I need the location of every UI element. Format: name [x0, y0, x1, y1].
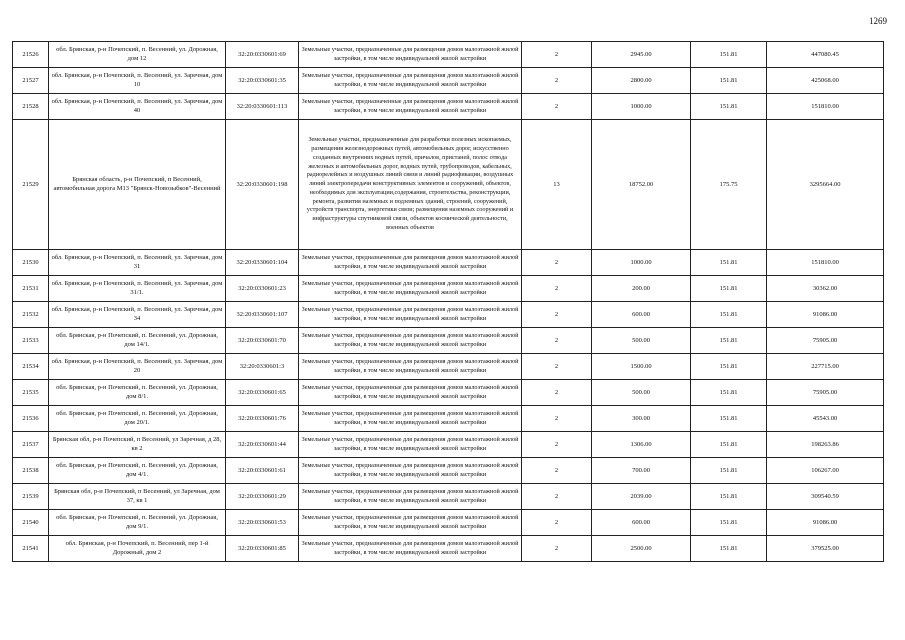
land-use-cell: Земельные участки, предназначенные для размещения домов малоэтажной жилой застройки, в том числе индивидуальной жилой застройки: [299, 276, 522, 302]
cadastral-number-cell: 32:20:0330601:69: [226, 42, 299, 68]
row-number-cell: 21533: [13, 328, 49, 354]
table-body: [13, 42, 884, 562]
cadastral-number-cell: 32:20:0330601:104: [226, 250, 299, 276]
category-cell: 2: [522, 380, 592, 406]
table-row: [13, 328, 884, 354]
cadastral-number-cell: 32:20:0330601:107: [226, 302, 299, 328]
address-cell: обл. Брянская, р-н Почепский, п. Весенний, ул. Заречная, дом 40: [49, 94, 226, 120]
cadastral-number-cell: 32:20:0330601:44: [226, 432, 299, 458]
cadastral-number-cell: 32:20:0330601:65: [226, 380, 299, 406]
category-cell: 2: [522, 484, 592, 510]
table-row: [13, 42, 884, 68]
row-number-cell: 21540: [13, 510, 49, 536]
cadastral-value-cell: 3295664.00: [767, 120, 884, 250]
address-cell: обл. Брянская, р-н Почепский, п. Весенний, ул. Заречная, дом 31/1.: [49, 276, 226, 302]
land-use-cell: Земельные участки, предназначенные для размещения домов малоэтажной жилой застройки, в том числе индивидуальной жилой застройки: [299, 484, 522, 510]
rate-cell: 175.75: [691, 120, 767, 250]
address-cell: обл. Брянская, р-н Почепский, п. Весенний, ул. Дорожная, дом 8/1.: [49, 380, 226, 406]
land-use-cell: Земельные участки, предназначенные для размещения домов малоэтажной жилой застройки, в том числе индивидуальной жилой застройки: [299, 354, 522, 380]
address-cell: обл. Брянская, р-н Почепский, п. Весенний, пер 1-й Дорожный, дом 2: [49, 536, 226, 562]
area-cell: 2500.00: [592, 536, 691, 562]
area-cell: 700.00: [592, 458, 691, 484]
cadastral-value-cell: 75905.00: [767, 328, 884, 354]
address-cell: обл. Брянская, р-н Почепский, п. Весенний, ул. Заречная, дом 34: [49, 302, 226, 328]
address-cell: обл. Брянская, р-н Почепский, п. Весенний, ул. Дорожная, дом 4/1.: [49, 458, 226, 484]
table-row: [13, 120, 884, 250]
table-row: [13, 250, 884, 276]
address-cell: обл. Брянская, р-н Почепский, п. Весенний, ул. Заречная, дом 10: [49, 68, 226, 94]
cadastral-value-cell: 91086.00: [767, 302, 884, 328]
rate-cell: 151.81: [691, 42, 767, 68]
table-row: [13, 406, 884, 432]
cadastral-value-cell: 447080.45: [767, 42, 884, 68]
category-cell: 2: [522, 406, 592, 432]
area-cell: 500.00: [592, 328, 691, 354]
land-use-cell: Земельные участки, предназначенные для размещения домов малоэтажной жилой застройки, в том числе индивидуальной жилой застройки: [299, 510, 522, 536]
category-cell: 2: [522, 510, 592, 536]
area-cell: 600.00: [592, 302, 691, 328]
cadastral-value-cell: 151810.00: [767, 94, 884, 120]
land-registry-table: [12, 41, 884, 562]
land-use-cell: Земельные участки, предназначенные для разработки полезных ископаемых, размещения железнодорожных путей, автомобильных дорог, искусственно созданных внутренних водных путей, причалов, пристаней, полос отвода железных и автомобильных дорог, водных путей, трубопроводов, кабельных, радиорелейных и воздушных линий связи и линий радиофикации, воздушных линий электропередачи конструктивных элементов и сооружений, объектов, необходимых для эксплуатации,содержания, строительства, реконструкции, ремонта, развития наземных и подземных зданий, строений, сооружений, устройств транспорта, энергетики связи; размещения наземных сооружений и инфраструктуры спутниковой связи, объектов космической деятельности, военных объектов: [299, 120, 522, 250]
rate-cell: 151.81: [691, 250, 767, 276]
table-row: [13, 380, 884, 406]
cadastral-number-cell: 32:20:0330601:76: [226, 406, 299, 432]
land-use-cell: Земельные участки, предназначенные для размещения домов малоэтажной жилой застройки, в том числе индивидуальной жилой застройки: [299, 302, 522, 328]
address-cell: обл. Брянская, р-н Почепский, п. Весенний, ул. Дорожная, дом 14/1.: [49, 328, 226, 354]
row-number-cell: 21529: [13, 120, 49, 250]
category-cell: 2: [522, 328, 592, 354]
cadastral-value-cell: 198263.86: [767, 432, 884, 458]
row-number-cell: 21536: [13, 406, 49, 432]
address-cell: обл. Брянская, р-н Почепский, п. Весенний, ул. Дорожная, дом 12: [49, 42, 226, 68]
table-row: [13, 510, 884, 536]
table-row: [13, 354, 884, 380]
land-use-cell: Земельные участки, предназначенные для размещения домов малоэтажной жилой застройки, в том числе индивидуальной жилой застройки: [299, 536, 522, 562]
category-cell: 2: [522, 250, 592, 276]
area-cell: 300.00: [592, 406, 691, 432]
row-number-cell: 21534: [13, 354, 49, 380]
row-number-cell: 21531: [13, 276, 49, 302]
rate-cell: 151.81: [691, 380, 767, 406]
cadastral-value-cell: 151810.00: [767, 250, 884, 276]
area-cell: 200.00: [592, 276, 691, 302]
cadastral-number-cell: 32:20:0330601:198: [226, 120, 299, 250]
area-cell: 18752.00: [592, 120, 691, 250]
cadastral-value-cell: 106267.00: [767, 458, 884, 484]
row-number-cell: 21541: [13, 536, 49, 562]
rate-cell: 151.81: [691, 328, 767, 354]
cadastral-value-cell: 91086.00: [767, 510, 884, 536]
address-cell: Брянская обл, р-н Почепский, п Весенний, ул Заречная, дом 37, кв 1: [49, 484, 226, 510]
rate-cell: 151.81: [691, 536, 767, 562]
address-cell: Брянская область, р-н Почепский, п Весенний, автомобильная дорога М13 "Брянск-Новозыбков"-Весенний: [49, 120, 226, 250]
cadastral-number-cell: 32:20:0330601:85: [226, 536, 299, 562]
address-cell: обл. Брянская, р-н Почепский, п. Весенний, ул. Заречная, дом 31: [49, 250, 226, 276]
cadastral-number-cell: 32:20:0330601:61: [226, 458, 299, 484]
rate-cell: 151.81: [691, 276, 767, 302]
table-row: [13, 484, 884, 510]
address-cell: обл. Брянская, р-н Почепский, п. Весенний, ул. Заречная, дом 20: [49, 354, 226, 380]
rate-cell: 151.81: [691, 94, 767, 120]
address-cell: обл. Брянская, р-н Почепский, п. Весенний, ул. Дорожная, дом 9/1.: [49, 510, 226, 536]
cadastral-value-cell: 309540.59: [767, 484, 884, 510]
row-number-cell: 21535: [13, 380, 49, 406]
cadastral-value-cell: 227715.00: [767, 354, 884, 380]
rate-cell: 151.81: [691, 484, 767, 510]
table-row: [13, 536, 884, 562]
rate-cell: 151.81: [691, 510, 767, 536]
rate-cell: 151.81: [691, 68, 767, 94]
cadastral-number-cell: 32:20:0330601:113: [226, 94, 299, 120]
area-cell: 500.00: [592, 380, 691, 406]
rate-cell: 151.81: [691, 302, 767, 328]
row-number-cell: 21526: [13, 42, 49, 68]
row-number-cell: 21532: [13, 302, 49, 328]
land-use-cell: Земельные участки, предназначенные для размещения домов малоэтажной жилой застройки, в том числе индивидуальной жилой застройки: [299, 458, 522, 484]
row-number-cell: 21538: [13, 458, 49, 484]
category-cell: 2: [522, 94, 592, 120]
area-cell: 2945.00: [592, 42, 691, 68]
area-cell: 2039.00: [592, 484, 691, 510]
cadastral-value-cell: 75905.00: [767, 380, 884, 406]
rate-cell: 151.81: [691, 354, 767, 380]
row-number-cell: 21528: [13, 94, 49, 120]
area-cell: 1306.00: [592, 432, 691, 458]
land-use-cell: Земельные участки, предназначенные для размещения домов малоэтажной жилой застройки, в том числе индивидуальной жилой застройки: [299, 250, 522, 276]
cadastral-number-cell: 32:20:0330601:35: [226, 68, 299, 94]
land-use-cell: Земельные участки, предназначенные для размещения домов малоэтажной жилой застройки, в том числе индивидуальной жилой застройки: [299, 68, 522, 94]
table-row: [13, 94, 884, 120]
cadastral-number-cell: 32:20:0330601:70: [226, 328, 299, 354]
address-cell: обл. Брянская, р-н Почепский, п. Весенний, ул. Дорожная, дом 20/1.: [49, 406, 226, 432]
cadastral-number-cell: 32:20:0330601:53: [226, 510, 299, 536]
category-cell: 2: [522, 354, 592, 380]
table-row: [13, 276, 884, 302]
rate-cell: 151.81: [691, 432, 767, 458]
area-cell: 1000.00: [592, 250, 691, 276]
row-number-cell: 21539: [13, 484, 49, 510]
cadastral-value-cell: 45543.00: [767, 406, 884, 432]
row-number-cell: 21530: [13, 250, 49, 276]
category-cell: 2: [522, 68, 592, 94]
page-number: 1269: [869, 16, 887, 26]
area-cell: 600.00: [592, 510, 691, 536]
table-row: [13, 432, 884, 458]
cadastral-number-cell: 32:20:0330601:3: [226, 354, 299, 380]
table-row: [13, 458, 884, 484]
area-cell: 1500.00: [592, 354, 691, 380]
rate-cell: 151.81: [691, 406, 767, 432]
address-cell: Брянская обл, р-н Почепский, п Весенний, ул Заречная, д 28, кв 2: [49, 432, 226, 458]
category-cell: 13: [522, 120, 592, 250]
rate-cell: 151.81: [691, 458, 767, 484]
category-cell: 2: [522, 536, 592, 562]
category-cell: 2: [522, 458, 592, 484]
cadastral-value-cell: 425068.00: [767, 68, 884, 94]
cadastral-value-cell: 379525.00: [767, 536, 884, 562]
category-cell: 2: [522, 42, 592, 68]
land-use-cell: Земельные участки, предназначенные для размещения домов малоэтажной жилой застройки, в том числе индивидуальной жилой застройки: [299, 94, 522, 120]
category-cell: 2: [522, 432, 592, 458]
row-number-cell: 21527: [13, 68, 49, 94]
cadastral-value-cell: 30362.00: [767, 276, 884, 302]
land-use-cell: Земельные участки, предназначенные для размещения домов малоэтажной жилой застройки, в том числе индивидуальной жилой застройки: [299, 328, 522, 354]
land-use-cell: Земельные участки, предназначенные для размещения домов малоэтажной жилой застройки, в том числе индивидуальной жилой застройки: [299, 42, 522, 68]
area-cell: 1000.00: [592, 94, 691, 120]
table-row: [13, 302, 884, 328]
category-cell: 2: [522, 276, 592, 302]
row-number-cell: 21537: [13, 432, 49, 458]
land-use-cell: Земельные участки, предназначенные для размещения домов малоэтажной жилой застройки, в том числе индивидуальной жилой застройки: [299, 432, 522, 458]
table-row: [13, 68, 884, 94]
cadastral-number-cell: 32:20:0330601:29: [226, 484, 299, 510]
category-cell: 2: [522, 302, 592, 328]
land-use-cell: Земельные участки, предназначенные для размещения домов малоэтажной жилой застройки, в том числе индивидуальной жилой застройки: [299, 406, 522, 432]
land-use-cell: Земельные участки, предназначенные для размещения домов малоэтажной жилой застройки, в том числе индивидуальной жилой застройки: [299, 380, 522, 406]
area-cell: 2800.00: [592, 68, 691, 94]
cadastral-number-cell: 32:20:0330601:23: [226, 276, 299, 302]
